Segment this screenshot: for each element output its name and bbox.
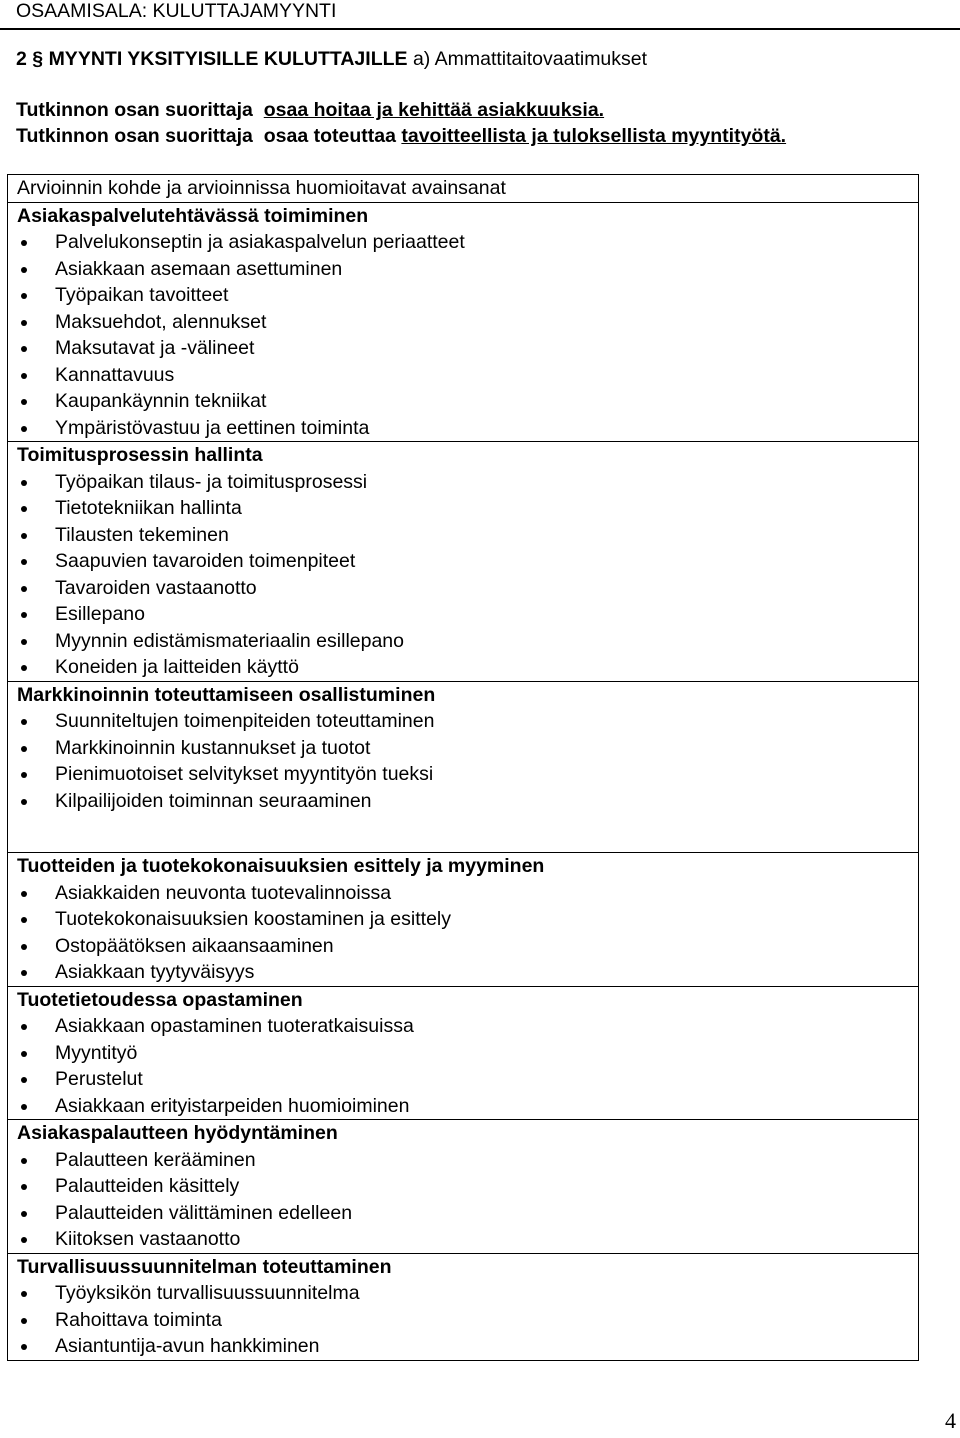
list-item-text: Maksutavat ja -välineet [55,337,255,359]
list-item [17,933,918,960]
list-item-text: Myynnin edistämismateriaalin esillepano [55,629,405,652]
list-item-text: Asiakkaan asemaan asettuminen [55,257,343,280]
list-item [17,282,918,309]
row-spacer [17,814,918,852]
bullet-icon [21,719,27,725]
list-item [17,256,918,283]
list-item [17,1226,918,1253]
list-item [17,309,918,336]
list-item [17,1280,918,1307]
bullet-list [17,1013,918,1119]
bullet-icon [21,665,27,671]
table-header-row [8,175,918,202]
list-item-text: Tavaroiden vastaanotto [55,576,257,599]
bullet-icon [21,917,27,923]
list-item-text: Esillepano [55,603,145,625]
list-item [17,761,918,788]
requirement-line [16,99,604,122]
bullet-icon [21,639,27,645]
bullet-icon [21,399,27,405]
list-item [17,628,918,655]
list-item-text: Kilpailijoiden toiminnan seuraaminen [55,789,372,812]
list-item-text: Rahoittava toiminta [55,1308,222,1331]
list-item-text: Asiakkaan opastaminen tuoteratkaisuissa [55,1015,414,1037]
bullet-icon [21,1211,27,1217]
header-divider [0,28,960,30]
section-title: Markkinoinnin toteuttamiseen osallistuminen [17,683,436,706]
list-item [17,735,918,762]
list-item [17,229,918,256]
bullet-list [17,708,918,814]
bullet-icon [21,1077,27,1083]
section-title: Tuotteiden ja tuotekokonaisuuksien esittely ja myyminen [17,855,545,877]
requirement-text: tavoitteellista ja tuloksellista myyntityötä. [401,125,787,147]
bullet-list [17,229,918,441]
assessment-table [7,174,919,1361]
list-item-text: Palvelukonseptin ja asiakaspalvelun periaatteet [55,231,465,253]
unit-number: 2 [16,48,27,70]
bullet-icon [21,586,27,592]
requirement-text: osaa hoitaa ja kehittää asiakkuuksia. [263,99,605,121]
list-item [17,1147,918,1174]
list-item [17,1173,918,1200]
list-item-text: Työyksikön turvallisuussuunnitelma [55,1282,360,1304]
bullet-icon [21,1158,27,1164]
list-item-text: Ostopäätöksen aikaansaaminen [55,934,334,957]
list-item [17,880,918,907]
list-item [17,495,918,522]
bullet-icon [21,1184,27,1190]
bullet-icon [21,373,27,379]
list-item [17,522,918,549]
list-item [17,601,918,628]
list-item [17,1093,918,1120]
page-number: 4 [945,1408,956,1433]
bullet-icon [21,1104,27,1110]
page-header-title: OSAAMISALA: KULUTTAJAMYYNTI [16,0,337,22]
section-title: Asiakaspalautteen hyödyntäminen [17,1122,338,1144]
list-item-text: Tuotekokonaisuuksien koostaminen ja esittely [55,908,451,930]
list-item [17,1013,918,1040]
bullet-icon [21,799,27,805]
list-item-text: Työpaikan tavoitteet [55,284,229,306]
list-item-text: Kannattavuus [55,363,175,386]
list-item-text: Asiakkaan erityistarpeiden huomioiminen [55,1094,410,1117]
list-item [17,1200,918,1227]
bullet-icon [21,506,27,512]
bullet-icon [21,240,27,246]
bullet-icon [21,320,27,326]
bullet-icon [21,559,27,565]
list-item [17,415,918,442]
requirement-text-prefix: osaa toteuttaa [263,125,402,147]
table-section-row [8,986,918,1120]
list-item [17,362,918,389]
list-item-text: Maksuehdot, alennukset [55,310,267,333]
bullet-icon [21,533,27,539]
list-item-text: Asiakkaiden neuvonta tuotevalinnoissa [55,881,392,904]
list-item-text: Markkinoinnin kustannukset ja tuotot [55,736,371,759]
bullet-icon [21,612,27,618]
table-section-row [8,681,918,853]
bullet-icon [21,293,27,299]
bullet-list [17,1280,918,1360]
list-item-text: Asiakkaan tyytyväisyys [55,961,255,983]
bullet-icon [21,1318,27,1324]
list-item [17,1040,918,1067]
bullet-icon [21,944,27,950]
list-item [17,1333,918,1360]
list-item [17,548,918,575]
list-item-text: Myyntityö [55,1041,138,1064]
list-item-text: Ympäristövastuu ja eettinen toiminta [55,416,370,439]
table-section-row [8,202,918,442]
list-item-text: Tietotekniikan hallinta [55,497,242,519]
table-section-row [8,1119,918,1253]
bullet-list [17,469,918,681]
list-item [17,335,918,362]
list-item [17,788,918,815]
list-item-text: Pienimuotoiset selvitykset myyntityön tueksi [55,763,434,785]
bullet-icon [21,891,27,897]
bullet-icon [21,267,27,273]
section-title: Toimitusprosessin hallinta [17,444,263,466]
bullet-icon [21,970,27,976]
section-title: Tuotetietoudessa opastaminen [17,988,303,1011]
bullet-list [17,880,918,986]
list-item [17,388,918,415]
list-item-text: Palautteiden käsittely [55,1175,240,1197]
list-item-text: Suunniteltujen toimenpiteiden toteuttaminen [55,710,435,732]
bullet-icon [21,1291,27,1297]
bullet-icon [21,1237,27,1243]
list-item [17,469,918,496]
list-item-text: Saapuvien tavaroiden toimenpiteet [55,550,356,572]
table-section-row [8,852,918,986]
requirement-subject: Tutkinnon osan suorittaja [16,125,253,147]
bullet-list [17,1147,918,1253]
section-title: Turvallisuussuunnitelman toteuttaminen [17,1255,392,1278]
bullet-icon [21,1024,27,1030]
unit-suffix: a) Ammattitaitovaatimukset [412,48,648,70]
bullet-icon [21,746,27,752]
list-item [17,906,918,933]
unit-heading [16,48,647,71]
list-item-text: Työpaikan tilaus- ja toimitusprosessi [55,470,368,493]
list-item-text: Kaupankäynnin tekniikat [55,390,267,412]
table-section-row [8,441,918,681]
list-item-text: Asiantuntija-avun hankkiminen [55,1335,320,1357]
table-header-text: Arvioinnin kohde ja arvioinnissa huomioitavat avainsanat [17,177,506,199]
list-item [17,1307,918,1334]
list-item-text: Palautteiden välittäminen edelleen [55,1201,353,1224]
requirement-subject: Tutkinnon osan suorittaja [16,99,253,121]
list-item-text: Koneiden ja laitteiden käyttö [55,656,299,678]
section-sign: § [32,48,44,70]
bullet-icon [21,346,27,352]
bullet-icon [21,772,27,778]
table-section-row [8,1253,918,1360]
list-item-text: Tilausten tekeminen [55,523,229,546]
bullet-icon [21,426,27,432]
bullet-icon [21,1051,27,1057]
bullet-icon [21,480,27,486]
bullet-icon [21,1344,27,1350]
section-title: Asiakaspalvelutehtävässä toimiminen [17,204,369,227]
unit-name: MYYNTI YKSITYISILLE KULUTTAJILLE [48,48,408,70]
list-item [17,708,918,735]
list-item-text: Palautteen kerääminen [55,1148,256,1171]
list-item-text: Kiitoksen vastaanotto [55,1228,241,1250]
list-item [17,959,918,986]
list-item [17,654,918,681]
requirement-line [16,125,786,148]
list-item [17,575,918,602]
list-item [17,1066,918,1093]
list-item-text: Perustelut [55,1068,143,1090]
